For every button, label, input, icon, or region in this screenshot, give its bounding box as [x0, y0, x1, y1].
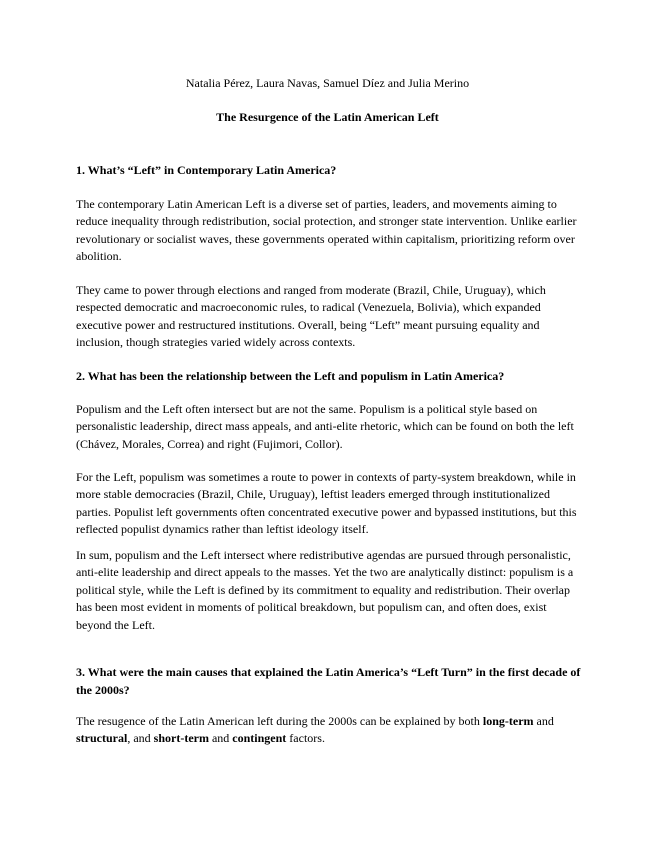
section-1-paragraph-2: They came to power through elections and ranged from moderate (Brazil, Chile, Uruguay), which respected democratic and macroeconomic rules, to radical (Venezuela, Bolivia), which expanded executive power and restructured institutions. Overall, being “Left” meant pursuing equality and inclusion, though strategies varied widely across contexts. [76, 283, 546, 350]
paragraph-text: and [208, 731, 233, 746]
section-2-paragraph-3: In sum, populism and the Left intersect where redistributive agendas are pursued through personalistic, anti-elite leadership and direct appeals to the masses. Yet the two are analytically distinct: populism is a political style, while the Left is defined by its commitment to equality and redistribution. Their overlap has been most evident in moments of political breakdown, but populism can, and often does, exist beyond the Left. [76, 548, 574, 632]
paragraph-text: The resugence of the Latin American left during the 2000s can be explained by both [76, 714, 483, 728]
section-2-paragraph-2: For the Left, populism was sometimes a route to power in contexts of party-system breakdown, while in more stable democracies (Brazil, Chile, Uruguay), leftist leaders emerged through institutionalized parties. Populist left governments often concentrated executive power and bypassed institutions, but this reflected populist dynamics rather than leftist ideology itself. [76, 470, 577, 537]
author-line: Natalia Pérez, Laura Navas, Samuel Díez and Julia Merino [185, 76, 470, 90]
section-1-heading: 1. What’s “Left” in Contemporary Latin America? [76, 163, 337, 177]
emphasis-structural: structural [76, 731, 128, 746]
document-title: The Resurgence of the Latin American Left [216, 110, 439, 124]
paragraph-text: factors. [286, 731, 325, 746]
paragraph-text: , and [127, 731, 154, 746]
emphasis-contingent: contingent [232, 731, 287, 746]
section-3-heading: 3. What were the main causes that explained the Latin America’s “Left Turn” in the first decade of the 2000s? [76, 665, 581, 697]
paragraph-text: and [533, 714, 554, 728]
section-2-paragraph-1: Populism and the Left often intersect but are not the same. Populism is a political style based on personalistic leadership, direct mass appeals, and anti-elite rhetoric, which can be found on both the left (Chávez, Morales, Correa) and right (Fujimori, Collor). [76, 402, 574, 451]
section-3-paragraph-1 [76, 713, 581, 748]
emphasis-long-term: long-term [482, 714, 534, 728]
section-2-heading: 2. What has been the relationship between the Left and populism in Latin America? [76, 369, 505, 383]
emphasis-short-term: short-term [153, 731, 209, 746]
section-1-paragraph-1: The contemporary Latin American Left is a diverse set of parties, leaders, and movements aiming to reduce inequality through redistribution, social protection, and stronger state intervention. Unlike earlier revolutionary or socialist waves, these governments operated within capitalism, prioritizing reform over abolition. [76, 197, 577, 264]
